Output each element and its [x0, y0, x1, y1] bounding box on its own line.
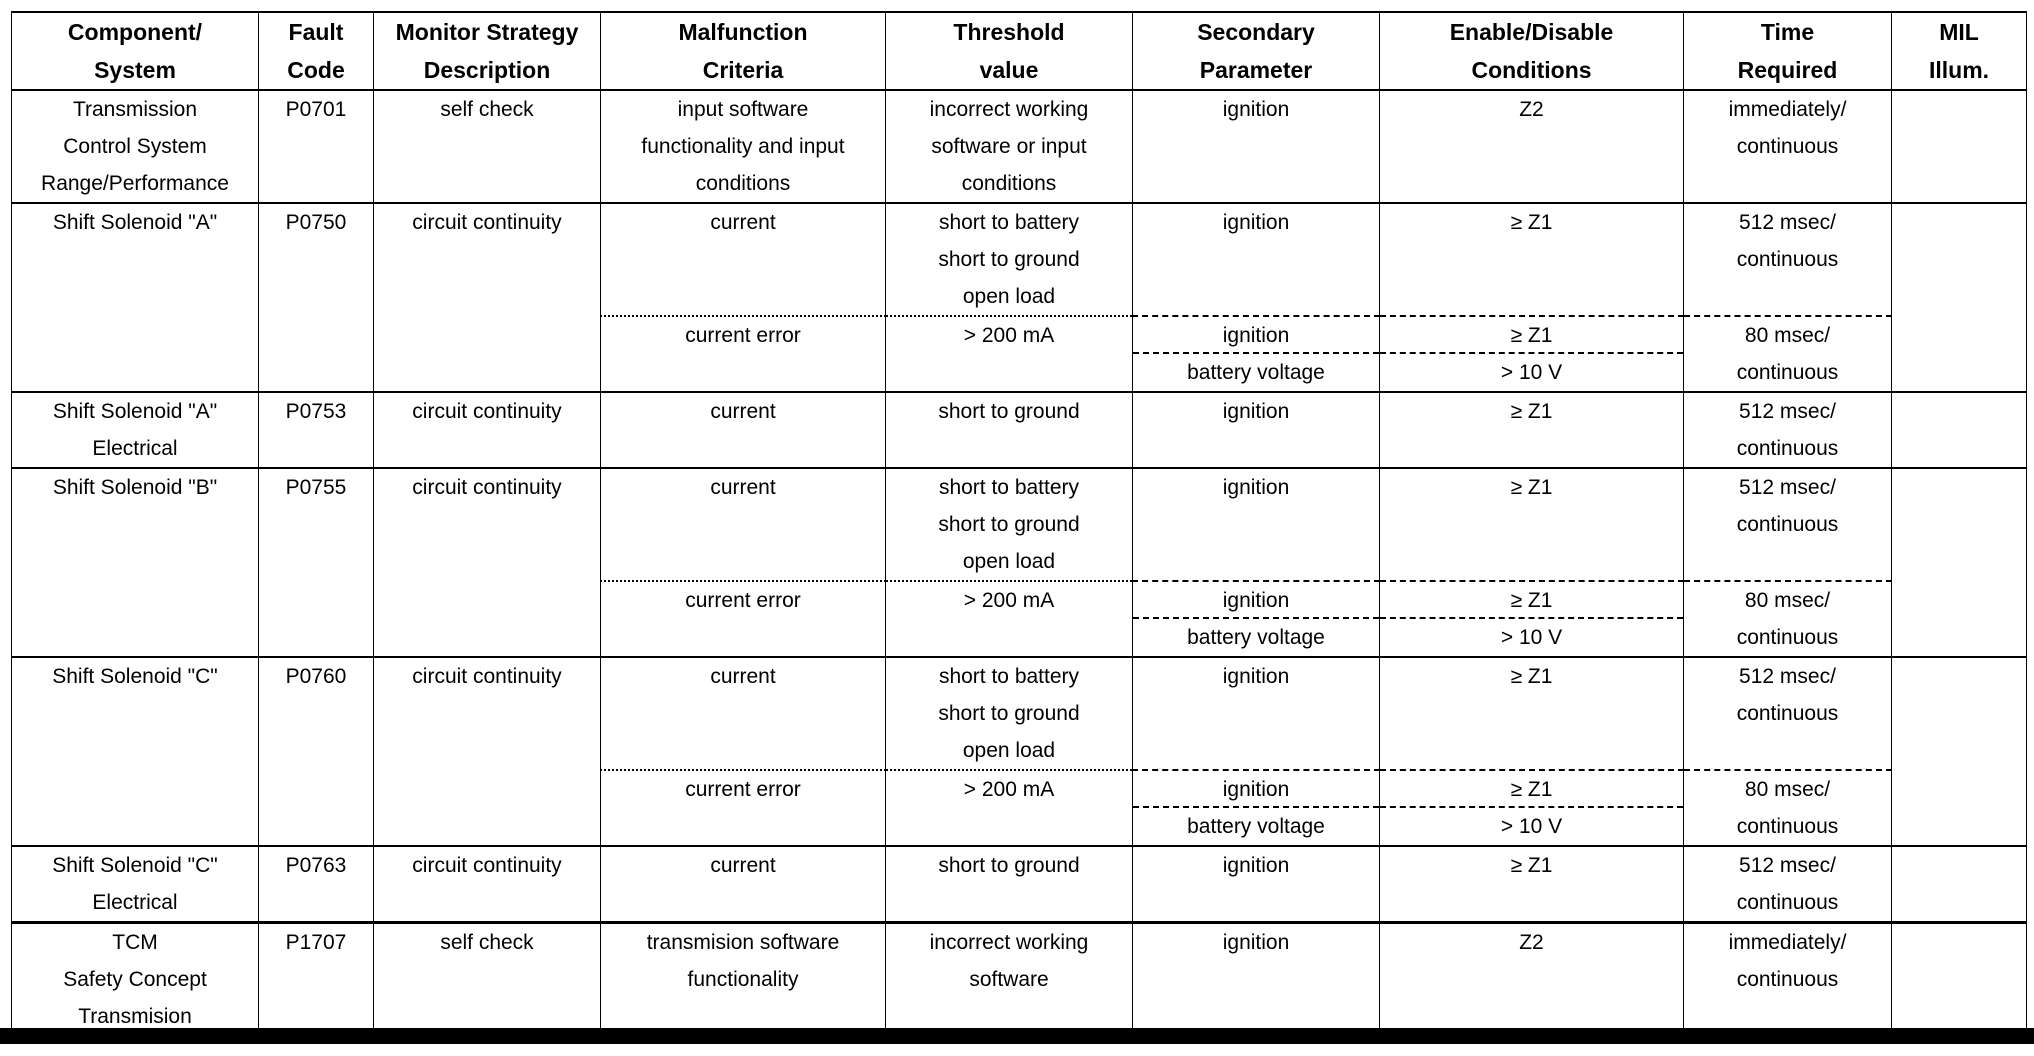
- table-row-p0750: [12, 203, 2027, 316]
- table-row-p0753: [12, 392, 2027, 468]
- table-row-p0755: [12, 468, 2027, 581]
- threshold-cell: short to battery short to ground open load: [886, 468, 1133, 581]
- enable-cell: Z2: [1380, 923, 1684, 1039]
- secondary-cell: ignition: [1133, 846, 1380, 923]
- mil-cell: [1892, 203, 2027, 392]
- mil-cell: [1892, 657, 2027, 846]
- time-cell: 512 msec/ continuous: [1684, 657, 1892, 770]
- enable-cell: ≥ Z1 > 10 V: [1380, 770, 1684, 846]
- mil-cell: [1892, 392, 2027, 468]
- secondary-cell: ignition: [1133, 203, 1380, 316]
- header-monitor-strategy: Monitor Strategy Description: [374, 12, 601, 90]
- secondary-cell: ignition: [1133, 657, 1380, 770]
- threshold-cell: short to ground: [886, 392, 1133, 468]
- monitor-cell: circuit continuity: [374, 846, 601, 923]
- malfunction-cell: transmision software functionality: [601, 923, 886, 1039]
- malfunction-cell: current: [601, 657, 886, 770]
- mil-cell: [1892, 90, 2027, 203]
- fault-code-cell: P0763: [259, 846, 374, 923]
- malfunction-cell: current: [601, 392, 886, 468]
- enable-cell: ≥ Z1: [1380, 468, 1684, 581]
- component-cell: Shift Solenoid "B": [12, 468, 259, 657]
- malfunction-cell: input software functionality and input conditions: [601, 90, 886, 203]
- secondary-cell: ignition: [1133, 468, 1380, 581]
- enable-cell: ≥ Z1: [1380, 203, 1684, 316]
- monitor-cell: circuit continuity: [374, 468, 601, 657]
- enable-cell: ≥ Z1 > 10 V: [1380, 316, 1684, 392]
- fault-code-cell: P0755: [259, 468, 374, 657]
- time-cell: 512 msec/ continuous: [1684, 203, 1892, 316]
- header-mil-illum: MIL Illum.: [1892, 12, 2027, 90]
- secondary-cell: ignition battery voltage: [1133, 316, 1380, 392]
- header-enable-conditions: Enable/Disable Conditions: [1380, 12, 1684, 90]
- threshold-cell: short to battery short to ground open load: [886, 657, 1133, 770]
- secondary-cell: ignition: [1133, 90, 1380, 203]
- time-cell: immediately/ continuous: [1684, 90, 1892, 203]
- monitor-cell: circuit continuity: [374, 392, 601, 468]
- header-row: [12, 12, 2027, 90]
- time-cell: immediately/ continuous: [1684, 923, 1892, 1039]
- enable-cell: ≥ Z1: [1380, 657, 1684, 770]
- secondary-cell: ignition battery voltage: [1133, 770, 1380, 846]
- fault-code-cell: P0760: [259, 657, 374, 846]
- header-malfunction-criteria: Malfunction Criteria: [601, 12, 886, 90]
- component-cell: Shift Solenoid "A" Electrical: [12, 392, 259, 468]
- table-row-p0701: [12, 90, 2027, 203]
- monitor-cell: self check: [374, 90, 601, 203]
- time-cell: 512 msec/ continuous: [1684, 468, 1892, 581]
- diagnostic-table: [11, 11, 2027, 1040]
- malfunction-cell: current error: [601, 770, 886, 846]
- table-row-p0760: [12, 657, 2027, 770]
- mil-cell: [1892, 846, 2027, 923]
- table-row-p1707: [12, 923, 2027, 1039]
- monitor-cell: circuit continuity: [374, 203, 601, 392]
- malfunction-cell: current error: [601, 316, 886, 392]
- header-threshold-value: Threshold value: [886, 12, 1133, 90]
- enable-cell: ≥ Z1 > 10 V: [1380, 581, 1684, 657]
- threshold-cell: short to battery short to ground open load: [886, 203, 1133, 316]
- malfunction-cell: current error: [601, 581, 886, 657]
- time-cell: 80 msec/ continuous: [1684, 770, 1892, 846]
- header-time-required: Time Required: [1684, 12, 1892, 90]
- malfunction-cell: current: [601, 468, 886, 581]
- secondary-cell: ignition: [1133, 923, 1380, 1039]
- time-cell: 80 msec/ continuous: [1684, 581, 1892, 657]
- time-cell: 80 msec/ continuous: [1684, 316, 1892, 392]
- secondary-cell: ignition: [1133, 392, 1380, 468]
- header-fault-code: Fault Code: [259, 12, 374, 90]
- time-cell: 512 msec/ continuous: [1684, 846, 1892, 923]
- component-cell: Shift Solenoid "C": [12, 657, 259, 846]
- header-secondary-parameter: Secondary Parameter: [1133, 12, 1380, 90]
- mil-cell: [1892, 468, 2027, 657]
- component-cell: TCM Safety Concept Transmision: [12, 923, 259, 1039]
- fault-code-cell: P0750: [259, 203, 374, 392]
- enable-cell: ≥ Z1: [1380, 846, 1684, 923]
- threshold-cell: > 200 mA: [886, 770, 1133, 846]
- secondary-cell: ignition battery voltage: [1133, 581, 1380, 657]
- enable-cell: Z2: [1380, 90, 1684, 203]
- threshold-cell: > 200 mA: [886, 316, 1133, 392]
- time-cell: 512 msec/ continuous: [1684, 392, 1892, 468]
- mil-cell: [1892, 923, 2027, 1039]
- fault-code-cell: P1707: [259, 923, 374, 1039]
- table-row-p0763: [12, 846, 2027, 923]
- enable-cell: ≥ Z1: [1380, 392, 1684, 468]
- header-component: Component/ System: [12, 12, 259, 90]
- page-bottom-rule: [0, 1028, 2034, 1044]
- component-cell: Shift Solenoid "C" Electrical: [12, 846, 259, 923]
- component-cell: Transmission Control System Range/Performance: [12, 90, 259, 203]
- monitor-cell: self check: [374, 923, 601, 1039]
- fault-code-cell: P0701: [259, 90, 374, 203]
- monitor-cell: circuit continuity: [374, 657, 601, 846]
- malfunction-cell: current: [601, 203, 886, 316]
- fault-code-cell: P0753: [259, 392, 374, 468]
- threshold-cell: short to ground: [886, 846, 1133, 923]
- threshold-cell: > 200 mA: [886, 581, 1133, 657]
- component-cell: Shift Solenoid "A": [12, 203, 259, 392]
- threshold-cell: incorrect working software or input conditions: [886, 90, 1133, 203]
- threshold-cell: incorrect working software: [886, 923, 1133, 1039]
- malfunction-cell: current: [601, 846, 886, 923]
